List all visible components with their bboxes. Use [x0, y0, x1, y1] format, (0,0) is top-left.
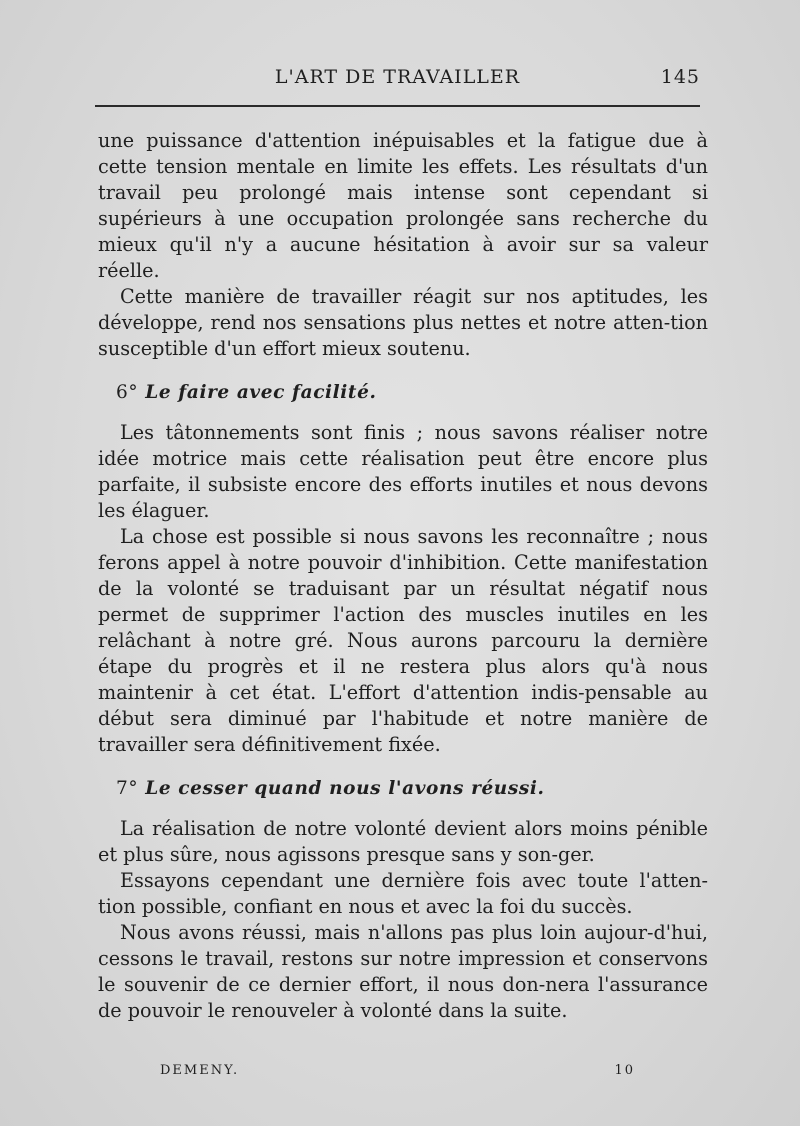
- section-number: 6°: [116, 382, 139, 403]
- sheet-number: 10: [614, 1063, 635, 1078]
- section-title: Le cesser quand nous l'avons réussi.: [145, 778, 545, 799]
- running-title: L'ART DE TRAVAILLER: [274, 66, 521, 88]
- signature-mark: DEMENY.: [160, 1063, 240, 1078]
- paragraph-continued: une puissance d'attention inépuisables et la fatigue due à cette tension mentale en limite les effets. Les résultats d'un travail peu prolongé mais intense sont cependant si supérieurs à une occupation prolongée sans recherche du mieux qu'il n'y a aucune hésitation à avoir sur sa valeur réelle.: [98, 129, 708, 282]
- section-title: Le faire avec facilité.: [145, 382, 377, 403]
- header-rule: [95, 105, 700, 107]
- running-head: [95, 66, 700, 96]
- paragraph: Cette manière de travailler réagit sur nos aptitudes, les développe, rend nos sensations plus nettes et notre atten-tion susceptible d'un effort mieux soutenu.: [98, 285, 708, 360]
- paragraph: La chose est possible si nous savons les reconnaître ; nous ferons appel à notre pouvoir d'inhibition. Cette manifestation de la volonté se traduisant par un résultat négatif nous permet de supprimer l'action des muscles inutiles en les relâchant à notre gré. Nous aurons parcouru la dernière étape du progrès et il ne restera plus alors qu'à nous maintenir à cet état. L'effort d'attention indis-pensable au début sera diminué par l'habitude et notre manière de travailler sera définitivement fixée.: [98, 525, 708, 756]
- page-body: [98, 128, 708, 1024]
- paragraph: Les tâtonnements sont finis ; nous savons réaliser notre idée motrice mais cette réalisation peut être encore plus parfaite, il subsiste encore des efforts inutiles et nous devons les élaguer.: [98, 421, 708, 522]
- section-heading-7: [116, 776, 708, 802]
- page-number: 145: [660, 66, 700, 88]
- paragraph: Nous avons réussi, mais n'allons pas plus loin aujour-d'hui, cessons le travail, restons sur notre impression et conservons le souvenir de ce dernier effort, il nous don-nera l'assurance de pouvoir le renouveler à volonté dans la suite.: [98, 921, 708, 1022]
- section-number: 7°: [116, 778, 139, 799]
- paragraph: La réalisation de notre volonté devient alors moins pénible et plus sûre, nous agissons presque sans y son-ger.: [98, 817, 708, 866]
- section-heading-6: [116, 380, 708, 406]
- paragraph: Essayons cependant une dernière fois avec toute l'atten-tion possible, confiant en nous et avec la foi du succès.: [98, 869, 708, 918]
